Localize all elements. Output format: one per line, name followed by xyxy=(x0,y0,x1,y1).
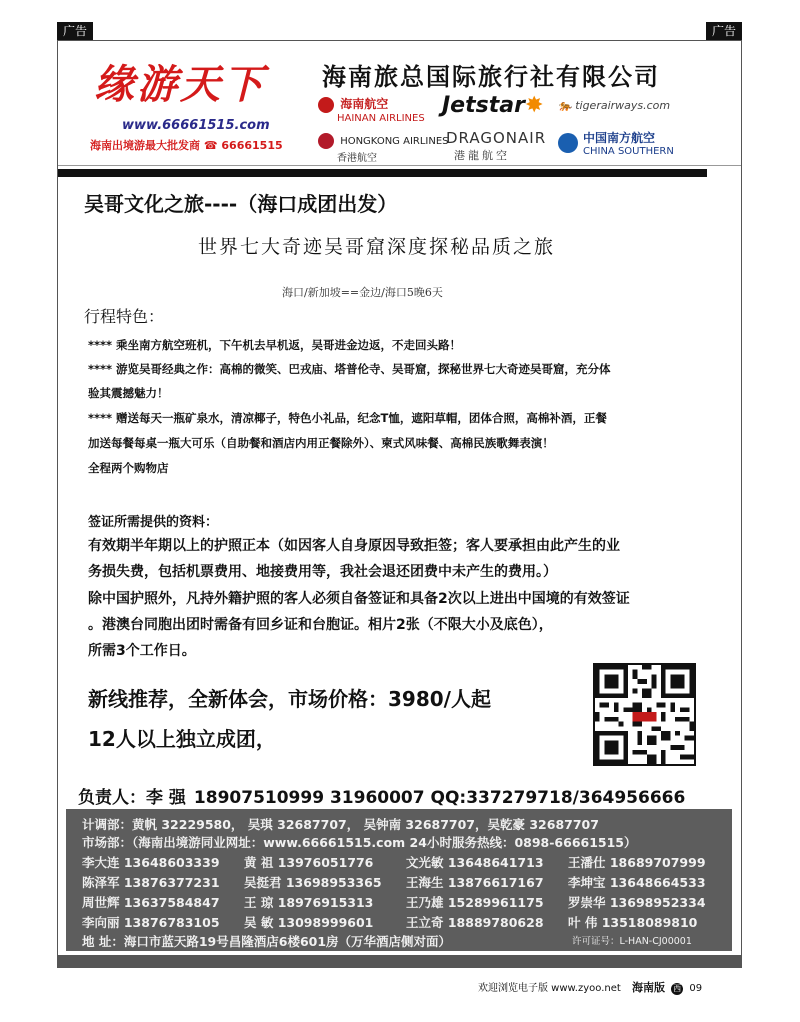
feature-line: 验其震撼魅力！ xyxy=(88,386,169,400)
manager-line xyxy=(78,783,685,808)
promo-group: 12人以上独立成团， xyxy=(88,727,276,751)
logo-url[interactable]: www.66661515.com xyxy=(122,118,270,133)
manager-phones: 18907510999 31960007 QQ:337279718/364956666 xyxy=(193,788,686,808)
qr-code-image xyxy=(595,665,694,764)
company-name: 海南旅总国际旅行社有限公司 xyxy=(322,63,660,91)
contact-entry: 吴 敏 13098999601 xyxy=(244,915,374,930)
feature-line: **** 乘坐南方航空班机，下午机去早机返，吴哥进金边返，不走回头路！ xyxy=(88,338,462,352)
china-southern-logo: 中国南方航空 CHINA SOUTHERN xyxy=(558,129,655,157)
star-icon: ✸ xyxy=(524,93,544,118)
license-number: 许可证号：L-HAN-CJ00001 xyxy=(572,936,692,947)
dragonair-logo: DRAGONAIR 港龍航空 xyxy=(446,129,547,162)
feature-line: 加送每餐每桌一瓶大可乐（自助餐和酒店内用正餐除外）、柬式风味餐、高棉民族歌舞表演！ xyxy=(88,436,554,450)
footer-text: 欢迎浏览电子版 www.zyoo.net xyxy=(478,983,621,994)
header-divider xyxy=(58,169,707,177)
tour-subtitle: 世界七大奇迹吴哥窟深度探秘品质之旅 xyxy=(198,236,556,258)
visa-line: 所需3个工作日。 xyxy=(88,643,196,659)
phone-icon: ☎ xyxy=(203,139,218,152)
contact-entry: 吴挺君 13698953365 xyxy=(244,875,382,890)
page-footer xyxy=(478,979,702,995)
contact-panel xyxy=(66,809,732,951)
visa-line: 有效期半年期以上的护照正本（如因客人自身原因导致拒签；客人要承担由此产生的业 xyxy=(88,538,620,554)
contact-entry: 李大连 13648603339 xyxy=(82,855,220,870)
feature-line: **** 赠送每天一瓶矿泉水，清凉椰子，特色小礼品，纪念T恤，遮阳草帽，团体合照，高棉补酒，正餐 xyxy=(88,411,607,425)
edition-mark: 西 xyxy=(673,984,682,993)
features-heading: 行程特色： xyxy=(84,307,165,326)
hainan-airlines-logo: 海南航空 HAINAN AIRLINES xyxy=(318,95,425,124)
page-number: 09 xyxy=(689,983,703,994)
address: 地 址：海口市蓝天路19号昌隆酒店6楼601房（万华酒店侧对面） xyxy=(82,934,452,949)
visa-heading: 签证所需提供的资料： xyxy=(88,515,219,530)
tigerairways-logo: 🐅 tigerairways.com xyxy=(558,99,671,112)
manager-label: 负责人：李 强 xyxy=(78,788,186,808)
contact-entry: 王立奇 18889780628 xyxy=(406,915,544,930)
contact-entry: 王 琼 18976915313 xyxy=(244,895,374,910)
ad-label-right: 广告 xyxy=(706,22,742,41)
hainan-emblem-icon xyxy=(318,97,334,113)
feature-line: **** 游览吴哥经典之作：高棉的微笑、巴戎庙、塔普伦寺、吴哥窟，探秘世界七大奇迹吴哥窟，充分体 xyxy=(88,362,611,376)
contact-entry: 李向丽 13876783105 xyxy=(82,915,220,930)
contact-entry: 王乃雄 15289961175 xyxy=(406,895,544,910)
visa-line: 务损失费，包括机票费用、地接费用等，我社会退还团费中未产生的费用。） xyxy=(88,564,557,580)
footer-divider xyxy=(58,955,741,967)
contact-entry: 叶 伟 13518089810 xyxy=(568,915,698,930)
jetstar-logo: Jetstar✸ xyxy=(442,93,544,118)
hk-emblem-icon xyxy=(318,133,334,149)
contact-entry: 文光敏 13648641713 xyxy=(406,855,544,870)
promo-price: 新线推荐，全新体会，市场价格：3980/人起 xyxy=(88,687,491,711)
contact-entry: 周世辉 13637584847 xyxy=(82,895,220,910)
tour-title: 吴哥文化之旅----（海口成团出发） xyxy=(84,192,398,216)
ad-label-left: 广告 xyxy=(57,22,93,41)
qr-code[interactable] xyxy=(593,663,696,766)
contact-entry: 罗崇华 13698952334 xyxy=(568,895,706,910)
kapok-emblem-icon xyxy=(558,133,578,153)
market-department: 市场部：（海南出境游同业网址：www.66661515.com 24小时服务热线：0898-66661515） xyxy=(82,835,637,850)
hongkong-airlines-logo: HONGKONG AIRLINES 香港航空 xyxy=(318,133,449,164)
edition-label: 海南版 xyxy=(631,981,665,994)
tiger-icon: 🐅 xyxy=(558,99,572,112)
logo-slogan: 海南出境游最大批发商 ☎ 66661515 xyxy=(90,139,283,152)
contact-entry: 王潘仕 18689707999 xyxy=(568,855,706,870)
logo-text: 缘游天下 xyxy=(94,61,266,108)
brand-logo xyxy=(82,53,337,161)
planning-department: 计调部：黄帆 32229580， 吴琪 32687707， 吴钟南 32687707，吴乾豪 32687707 xyxy=(82,817,599,832)
contact-entry: 陈泽军 13876377231 xyxy=(82,875,220,890)
contact-entry: 王海生 13876617167 xyxy=(406,875,544,890)
ad-page xyxy=(57,40,742,968)
visa-line: 。港澳台同胞出团时需备有回乡证和台胞证。相片2张（不限大小及底色）， xyxy=(88,617,553,633)
contact-entry: 黄 祖 13976051776 xyxy=(244,855,374,870)
ad-header xyxy=(58,41,741,166)
visa-line: 除中国护照外，凡持外籍护照的客人必须自备签证和具备2次以上进出中国境的有效签证 xyxy=(88,591,630,607)
tour-route: 海口/新加坡==金边/海口5晚6天 xyxy=(282,286,443,299)
contact-entry: 李坤宝 13648664533 xyxy=(568,875,706,890)
feature-line: 全程两个购物店 xyxy=(88,461,169,475)
